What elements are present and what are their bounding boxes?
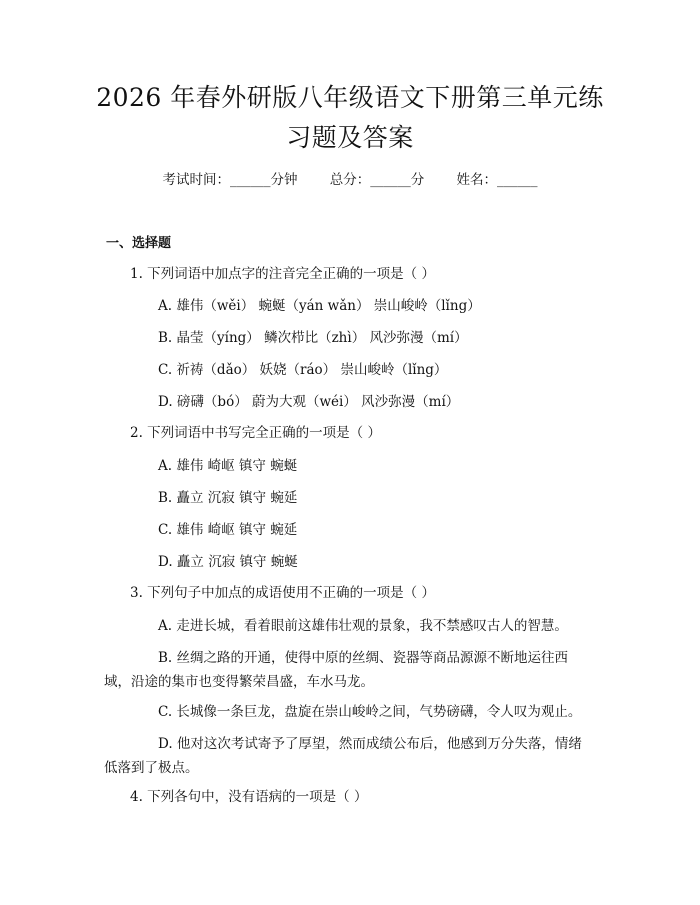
question-2-stem: 2. 下列词语中书写完全正确的一项是（ ） — [130, 425, 381, 441]
question-3-option-b: B. 丝绸之路的开通，使得中原的丝绸、瓷器等商品源源不断地运往西域，沿途的集市也变得繁荣昌盛，车水马龙。 — [104, 650, 569, 690]
question-3-option-a: A. 走进长城，看着眼前这雄伟壮观的景象，我不禁感叹古人的智慧。 — [158, 618, 568, 634]
question-3-stem: 3. 下列句子中加点的成语使用不正确的一项是（ ） — [130, 585, 435, 601]
question-1-option-c: C. 祈祷（dǎo） 妖娆（ráo） 崇山峻岭（lǐng） — [158, 362, 448, 378]
question-1-option-b: B. 晶莹（yíng） 鳞次栉比（zhì） 风沙弥漫（mí） — [158, 330, 468, 346]
question-1-stem: 1. 下列词语中加点字的注音完全正确的一项是（ ） — [130, 266, 435, 282]
question-2-option-b: B. 矗立 沉寂 镇守 蜿延 — [158, 490, 298, 506]
section-heading: 一、选择题 — [106, 236, 172, 251]
question-2-option-a: A. 雄伟 崎岖 镇守 蜿蜒 — [158, 458, 298, 474]
exam-score: 总分：______分 — [329, 172, 425, 188]
exam-meta — [0, 168, 700, 188]
question-3-option-c: C. 长城像一条巨龙，盘旋在崇山峻岭之间，气势磅礴，令人叹为观止。 — [158, 704, 582, 720]
question-4-stem: 4. 下列各句中，没有语病的一项是（ ） — [130, 789, 368, 805]
question-1-option-d: D. 磅礴（bó） 蔚为大观（wéi） 风沙弥漫（mí） — [158, 394, 460, 410]
question-2-option-c: C. 雄伟 崎岖 镇守 蜿延 — [158, 522, 298, 538]
exam-time: 考试时间：______分钟 — [162, 172, 298, 188]
title-line-1: 2026 年春外研版八年级语文下册第三单元练 — [96, 83, 604, 112]
question-3-option-d: D. 他对这次考试寄予了厚望，然而成绩公布后，他感到万分失落，情绪低落到了极点。 — [104, 736, 582, 776]
student-name: 姓名：______ — [456, 172, 538, 188]
question-1-option-a: A. 雄伟（wěi） 蜿蜒（yán wǎn） 崇山峻岭（lǐng） — [158, 298, 481, 314]
page-title — [60, 78, 640, 158]
question-2-option-d: D. 矗立 沉寂 镇守 蜿蜒 — [158, 554, 298, 570]
title-line-2: 习题及答案 — [286, 123, 414, 152]
